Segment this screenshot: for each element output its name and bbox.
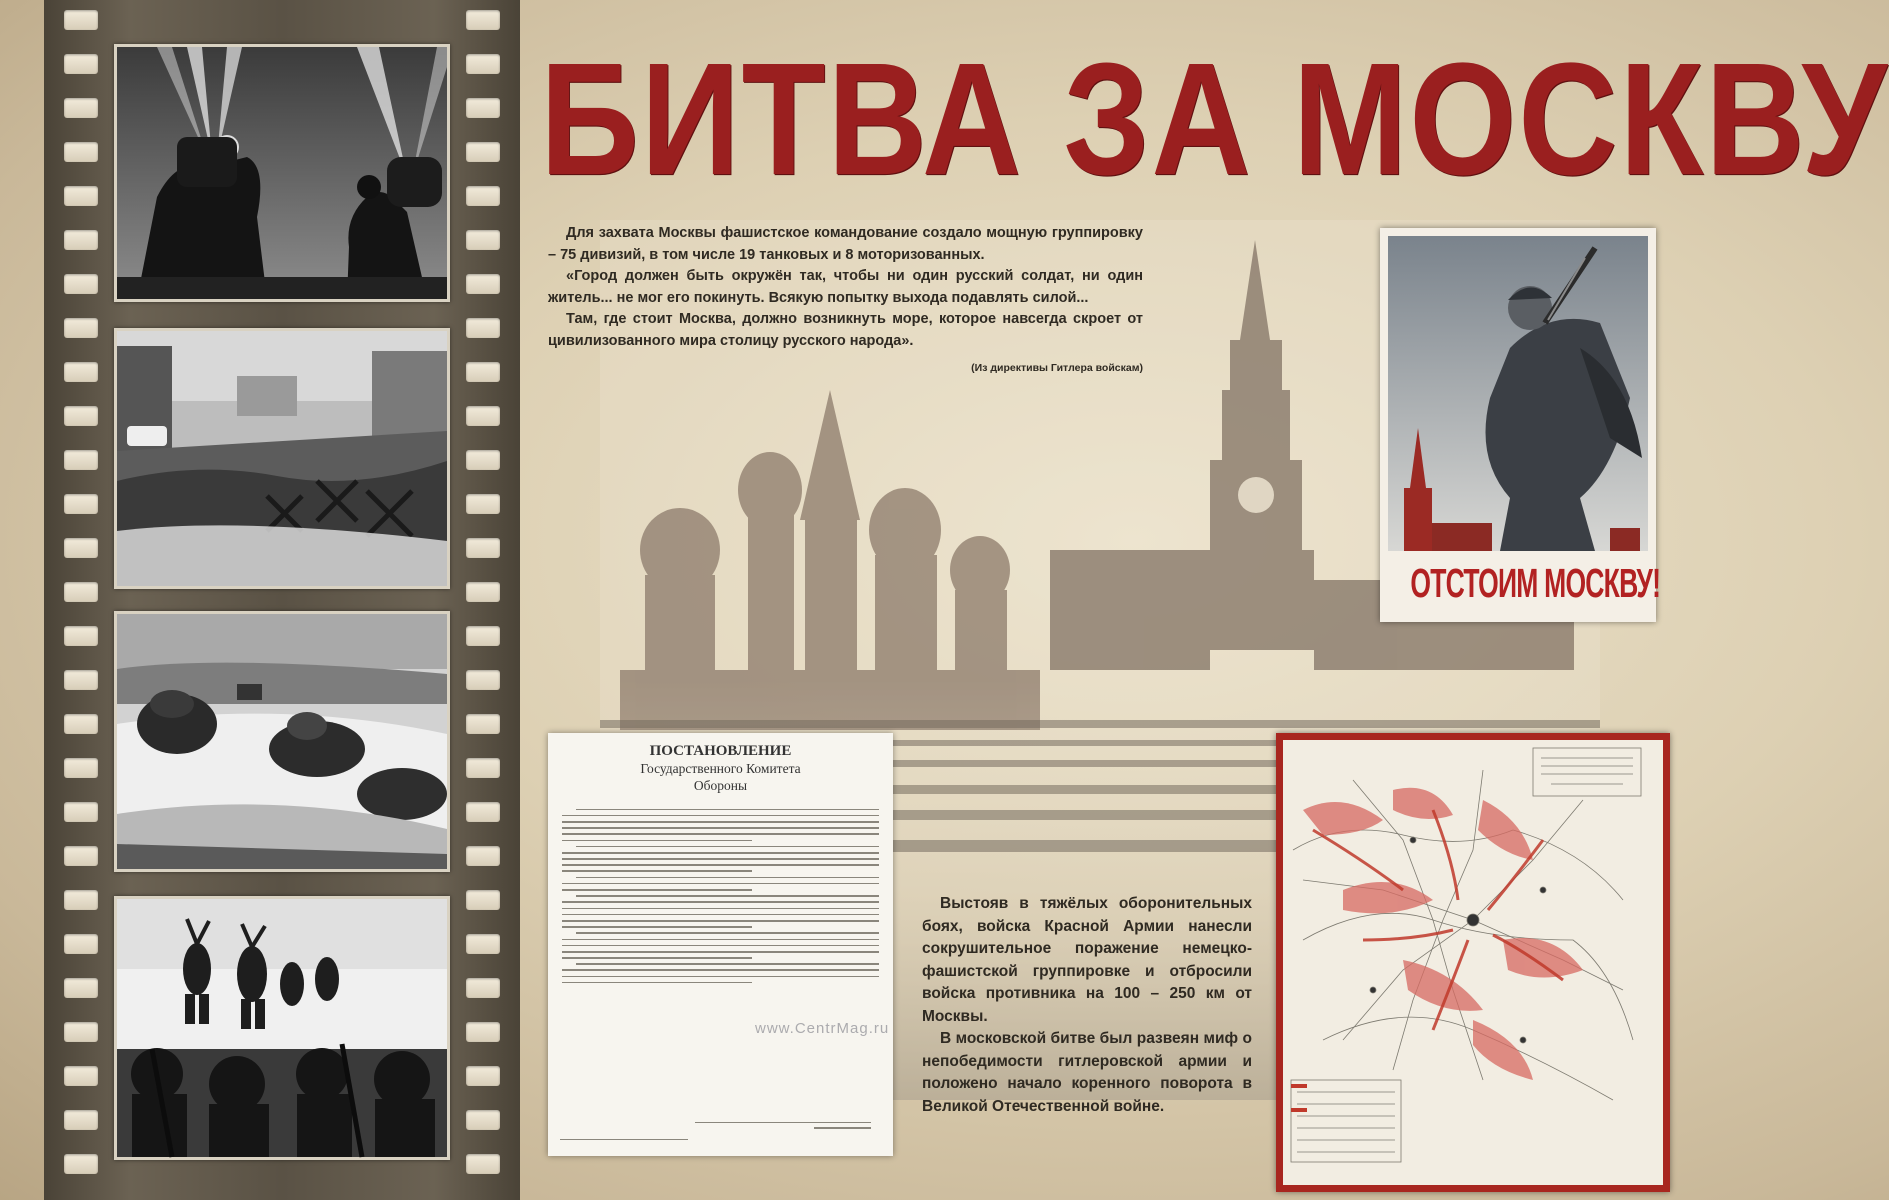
film-sprocket-hole	[466, 1154, 500, 1174]
decree-signature-block	[560, 1118, 881, 1144]
film-sprocket-hole	[466, 758, 500, 778]
film-sprocket-hole	[466, 274, 500, 294]
poster-title: БИТВА ЗА МОСКВУ	[540, 30, 1889, 209]
gko-decree-document	[548, 733, 893, 1156]
film-sprocket-hole	[64, 142, 98, 162]
film-sprocket-hole	[64, 1154, 98, 1174]
film-sprockets-right	[466, 0, 500, 1200]
decree-subtitle-line2: Обороны	[693, 778, 748, 793]
film-sprocket-hole	[466, 362, 500, 382]
film-sprocket-hole	[64, 450, 98, 470]
film-sprocket-hole	[64, 1066, 98, 1086]
film-sprocket-hole	[64, 1110, 98, 1130]
film-sprocket-hole	[64, 978, 98, 998]
film-sprocket-hole	[466, 10, 500, 30]
conclusion-paragraph: В московской битве был развеян миф о непобедимости гитлеровской армии и положено начало коренного поворота в Великой Отечественной войне.	[922, 1030, 1252, 1115]
film-sprocket-hole	[64, 582, 98, 602]
film-sprocket-hole	[64, 714, 98, 734]
film-sprocket-hole	[64, 934, 98, 954]
film-sprockets-left	[64, 0, 98, 1200]
film-sprocket-hole	[64, 890, 98, 910]
film-sprocket-hole	[64, 230, 98, 250]
intro-source: (Из директивы Гитлера войскам)	[971, 362, 1143, 374]
film-sprocket-hole	[466, 318, 500, 338]
intro-quote: «Город должен быть окружён так, чтобы ни один русский солдат, ни один житель... не мог его покинуть. Всякую попытку выхода подавлять силой...	[548, 268, 1143, 306]
film-sprocket-hole	[64, 318, 98, 338]
intro-text	[548, 223, 1143, 380]
film-sprocket-hole	[466, 406, 500, 426]
film-sprocket-hole	[64, 670, 98, 690]
film-sprocket-hole	[466, 230, 500, 250]
battle-map	[1276, 733, 1670, 1192]
conclusion-text	[922, 893, 1252, 1118]
photo-soldiers-in-trench	[114, 611, 450, 872]
film-sprocket-hole	[466, 846, 500, 866]
film-sprocket-hole	[466, 1110, 500, 1130]
film-sprocket-hole	[64, 758, 98, 778]
film-sprocket-hole	[466, 54, 500, 74]
film-sprocket-hole	[466, 538, 500, 558]
film-sprocket-hole	[64, 802, 98, 822]
film-sprocket-hole	[64, 538, 98, 558]
film-sprocket-hole	[64, 54, 98, 74]
film-sprocket-hole	[466, 582, 500, 602]
poster-slogan: ОТСТОИМ МОСКВУ!	[1410, 561, 1661, 607]
film-sprocket-hole	[64, 494, 98, 514]
film-sprocket-hole	[64, 98, 98, 118]
watermark: www.CentrMag.ru	[755, 1020, 890, 1037]
film-sprocket-hole	[466, 978, 500, 998]
film-sprocket-hole	[466, 1066, 500, 1086]
intro-quote-continued: Там, где стоит Москва, должно возникнуть море, которое навсегда скроет от цивилизованного мира столицу русского народа».	[548, 311, 1143, 349]
film-sprocket-hole	[466, 494, 500, 514]
film-sprocket-hole	[466, 450, 500, 470]
film-sprocket-hole	[64, 846, 98, 866]
film-sprocket-hole	[64, 626, 98, 646]
film-sprocket-hole	[466, 98, 500, 118]
film-sprocket-hole	[64, 10, 98, 30]
film-sprocket-hole	[466, 670, 500, 690]
film-sprocket-hole	[466, 186, 500, 206]
intro-paragraph: Для захвата Москвы фашистское командование создало мощную группировку – 75 дивизий, в том числе 19 танковых и 8 моторизованных.	[548, 225, 1143, 263]
film-sprocket-hole	[64, 1022, 98, 1042]
film-sprocket-hole	[64, 406, 98, 426]
decree-title: ПОСТАНОВЛЕНИЕ	[649, 743, 792, 759]
photo-surrendering-soldiers	[114, 896, 450, 1160]
film-sprocket-hole	[466, 714, 500, 734]
photo-searchlights	[114, 44, 450, 302]
film-sprocket-hole	[64, 362, 98, 382]
film-sprocket-hole	[466, 1022, 500, 1042]
film-sprocket-hole	[466, 142, 500, 162]
film-sprocket-hole	[64, 274, 98, 294]
decree-subtitle-line1: Государственного Комитета	[640, 761, 801, 776]
film-strip	[44, 0, 520, 1200]
photo-street-barricades	[114, 328, 450, 589]
film-sprocket-hole	[466, 802, 500, 822]
film-sprocket-hole	[466, 890, 500, 910]
film-sprocket-hole	[64, 186, 98, 206]
film-sprocket-hole	[466, 934, 500, 954]
film-sprocket-hole	[466, 626, 500, 646]
decree-body-text	[548, 794, 893, 983]
propaganda-poster	[1380, 228, 1661, 622]
conclusion-paragraph: Выстояв в тяжёлых оборонительных боях, войска Красной Армии нанесли сокрушительное поражение немецко-фашистской группировке и отбросили войска противника на 100 – 250 км от Москвы.	[922, 895, 1252, 1025]
